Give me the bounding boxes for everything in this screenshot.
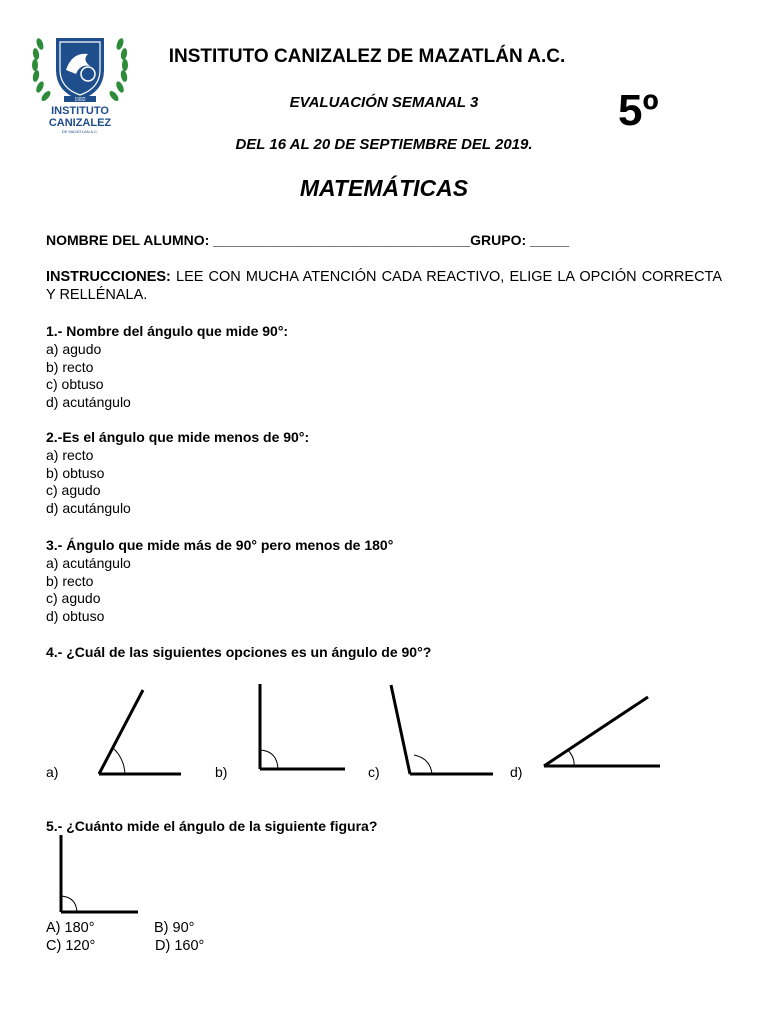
angle-figure-d[interactable] <box>544 697 660 766</box>
figure-label-d[interactable]: d) <box>510 764 523 780</box>
group-blank[interactable]: _____ <box>530 232 569 248</box>
question-title: 5.- ¿Cuánto mide el ángulo de la siguiente figura? <box>46 818 378 834</box>
angle-figure-c[interactable] <box>391 685 493 774</box>
figure-label-c[interactable]: c) <box>368 764 380 780</box>
instructions-text: LEE CON MUCHA ATENCIÓN CADA REACTIVO, ELIGE LA OPCIÓN CORRECTA Y RELLÉNALA. <box>46 269 722 303</box>
question-title: 1.- Nombre del ángulo que mide 90°: <box>46 323 289 339</box>
angle-figures <box>0 670 768 790</box>
date-range: DEL 16 AL 20 DE SEPTIEMBRE DEL 2019. <box>235 136 533 153</box>
subject-title: MATEMÁTICAS <box>299 175 469 201</box>
option-b[interactable]: b) recto <box>46 358 94 375</box>
option-c[interactable]: c) agudo <box>46 482 101 499</box>
figure-label-b[interactable]: b) <box>215 764 228 780</box>
angle-figure-q5 <box>40 830 150 920</box>
instructions-label: INSTRUCCIONES: <box>46 269 171 285</box>
angle-figure-a[interactable] <box>99 690 181 774</box>
question-title: 2.-Es el ángulo que mide menos de 90°: <box>46 429 310 445</box>
option-c[interactable]: c) obtuso <box>46 376 104 393</box>
instructions <box>46 268 722 304</box>
question-5-options <box>46 919 204 955</box>
logo-line2: CANIZALEZ <box>48 117 112 129</box>
option-c[interactable]: C) 120° <box>46 938 96 954</box>
option-d[interactable]: d) acutángulo <box>46 394 131 411</box>
question-1 <box>46 323 288 412</box>
school-logo <box>30 30 130 142</box>
option-d[interactable]: D) 160° <box>155 938 205 954</box>
student-info-line <box>46 232 569 248</box>
student-name-label: NOMBRE DEL ALUMNO: <box>46 232 210 248</box>
option-c[interactable]: c) agudo <box>46 590 101 607</box>
logo-line3: DE MAZATLAN A.C. <box>61 129 99 134</box>
question-title: 3.- Ángulo que mide más de 90° pero menos de 180° <box>46 537 394 553</box>
option-d[interactable]: d) acutángulo <box>46 500 131 517</box>
option-a[interactable]: a) acutángulo <box>46 554 131 571</box>
student-name-blank[interactable]: _________________________________ <box>213 232 471 248</box>
grade-label: 5º <box>618 86 659 135</box>
logo-line1: INSTITUTO <box>51 105 109 117</box>
figure-label-a[interactable]: a) <box>46 764 59 780</box>
group-label: GRUPO: <box>470 232 527 248</box>
option-b[interactable]: B) 90° <box>154 920 195 936</box>
option-a[interactable]: A) 180° <box>46 920 95 936</box>
option-b[interactable]: b) obtuso <box>46 464 105 481</box>
option-a[interactable]: a) recto <box>46 446 94 463</box>
evaluation-title: EVALUACIÓN SEMANAL 3 <box>289 94 479 111</box>
option-b[interactable]: b) recto <box>46 572 94 589</box>
logo-year: 1992 <box>74 97 86 103</box>
angle-figure-b[interactable] <box>260 684 345 769</box>
question-2 <box>46 429 309 518</box>
school-name: INSTITUTO CANIZALEZ DE MAZATLÁN A.C. <box>168 46 566 67</box>
option-a[interactable]: a) agudo <box>46 340 102 357</box>
option-d[interactable]: d) obtuso <box>46 608 105 625</box>
question-4 <box>46 644 431 662</box>
question-3 <box>46 537 393 626</box>
question-title: 4.- ¿Cuál de las siguientes opciones es un ángulo de 90°? <box>46 644 432 660</box>
